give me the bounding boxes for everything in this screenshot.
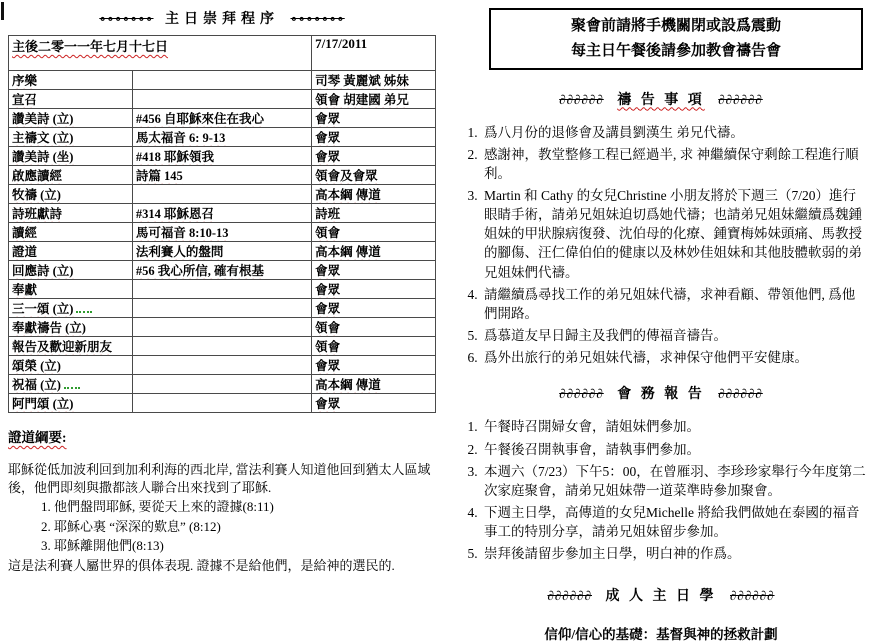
program-row — [9, 299, 436, 318]
program-cell-content — [132, 337, 311, 356]
program-table — [8, 35, 436, 413]
prayer-item: 2. 感謝神，教堂整修工程已經過半, 求 神繼續保守剩餘工程進行順利。 — [481, 145, 867, 183]
sermon-heading: 證道綱要: — [8, 430, 67, 445]
prayer-item: 1. 爲八月份的退修會及講員劉漢生 弟兄代禱。 — [481, 123, 867, 142]
program-row — [9, 280, 436, 299]
cell-text: 報告及歡迎新朋友 — [12, 340, 113, 354]
program-cell-item — [9, 242, 133, 261]
cell-text: 讚美詩 (坐) — [12, 150, 74, 164]
cell-text: 宣召 — [12, 93, 38, 107]
program-cell-content — [132, 204, 311, 223]
cell-text: #56 我心所信, 確有根基 — [135, 264, 264, 278]
cell-text: 詩班獻詩 — [12, 207, 63, 221]
cell-text: 詩篇 145 — [135, 169, 183, 183]
chain-decoration-left: ∘∘∘∘∘∘∘ — [99, 11, 154, 26]
sermon-point: 3. 耶穌離開他們(8:13) — [54, 537, 436, 555]
notice-line-2: 每主日午餐後請參加教會禱告會 — [570, 42, 781, 59]
program-cell-by — [312, 109, 436, 128]
cell-text: 讚美詩 (立) — [12, 112, 74, 126]
program-cell-by — [312, 90, 436, 109]
program-cell-item — [9, 280, 133, 299]
program-row — [9, 109, 436, 128]
program-cell-content — [132, 109, 311, 128]
program-cell-by — [312, 375, 436, 394]
prayer-item: 4. 請繼續爲尋找工作的弟兄姐妹代禱，求神看顧、帶領他們, 爲他們開路。 — [481, 285, 867, 323]
prayer-item: 6. 爲外出旅行的弟兄姐妹代禱，求神保守他們平安健康。 — [481, 348, 867, 367]
program-row — [9, 242, 436, 261]
cell-text: 高本綱 傳道 — [315, 378, 381, 392]
program-cell-by — [312, 204, 436, 223]
program-cell-by — [312, 242, 436, 261]
cell-text: 回應詩 (立) — [12, 264, 74, 278]
program-cell-by — [312, 299, 436, 318]
cell-text: 序樂 — [12, 74, 38, 88]
cell-text: 牧禱 (立) — [12, 188, 61, 202]
program-cell-content — [132, 356, 311, 375]
program-cell-by — [312, 280, 436, 299]
program-row — [9, 375, 436, 394]
sermon-outline — [8, 429, 436, 575]
program-cell-item — [9, 337, 133, 356]
report-item: 5. 崇拜後請留步參加主日學，明白神的作爲。 — [481, 544, 867, 563]
program-row — [9, 185, 436, 204]
swirl-decoration-right: ∂∂∂∂∂∂ — [718, 91, 763, 107]
sunday-school-topic: 信仰/信心的基礎：基督與神的拯救計劃 — [544, 627, 778, 643]
program-cell-item — [9, 318, 133, 337]
program-row — [9, 90, 436, 109]
cell-text: 會眾 — [315, 397, 341, 411]
cell-text: #314 耶穌恩召 — [135, 207, 214, 221]
grammar-check-mark — [64, 382, 80, 389]
date-en-text: 7/17/2011 — [315, 36, 368, 51]
swirl-decoration-left: ∂∂∂∂∂∂ — [559, 91, 604, 107]
program-cell-item — [9, 223, 133, 242]
report-section-title: 會 務 報 告 — [617, 387, 705, 403]
program-cell-content — [132, 128, 311, 147]
report-item: 3. 本週六（7/23）下午5：00，在曾雁羽、李珍珍家舉行今年度第二次家庭聚會，請弟兄姐妹帶一道菜準時參加聚會。 — [481, 462, 867, 500]
chain-decoration-right: ∘∘∘∘∘∘∘ — [290, 11, 345, 26]
cell-text: 領會 — [315, 226, 341, 240]
cell-text: 頌榮 (立) — [12, 359, 61, 373]
cell-text: 司琴 黃麗斌 姊妹 — [315, 74, 409, 88]
sunday-school-title: 成 人 主 日 學 — [605, 589, 717, 605]
cell-text: 主禱文 (立) — [12, 131, 74, 145]
report-section-header — [455, 383, 867, 403]
cell-text: 會眾 — [315, 150, 341, 164]
cell-text: 會眾 — [315, 359, 341, 373]
prayer-item: 5. 爲慕道友早日歸主及我們的傳福音禱告。 — [481, 326, 867, 345]
program-row — [9, 223, 436, 242]
cell-text: #456 自耶穌來住在我心 — [135, 112, 264, 126]
sermon-point: 2. 耶穌心裏 “深深的歎息” (8:12) — [54, 518, 436, 536]
prayer-item: 3. Martin 和 Cathy 的女兒Christine 小朋友將於下週三（7/20）進行眼睛手術，請弟兄姐妹迫切爲她代禱；也請弟兄姐妹繼續爲魏鍾姐妹的甲狀腺病復發、沈伯母的化療、鍾寶梅姊妹頭痛、馬教授的腳傷、汪仁偉伯伯的健康以及林妙佳姐妹和其他肢體軟弱的弟兄姐妹們代禱。 — [481, 186, 867, 282]
text-cursor-artifact — [1, 2, 4, 20]
program-cell-item — [9, 90, 133, 109]
report-item: 4. 下週主日學，高傳道的女兒Michelle 將給我們做她在泰國的福音事工的特別分享，請弟兄姐妹留步參加。 — [481, 503, 867, 541]
program-cell-by — [312, 337, 436, 356]
program-cell-by — [312, 318, 436, 337]
cell-text: 讀經 — [12, 226, 38, 240]
cell-text: 三一頌 (立) — [12, 302, 74, 316]
cell-text: 會眾 — [315, 302, 341, 316]
program-cell-item — [9, 109, 133, 128]
sermon-conclusion: 這是法利賽人屬世界的俱体表現. 證據不是給他們，是給神的選民的. — [8, 557, 395, 573]
program-cell-by — [312, 147, 436, 166]
program-cell-content — [132, 223, 311, 242]
program-cell-item — [9, 71, 133, 90]
program-row — [9, 261, 436, 280]
program-cell-by — [312, 223, 436, 242]
swirl-decoration-right: ∂∂∂∂∂∂ — [730, 588, 775, 604]
program-cell-by — [312, 128, 436, 147]
program-cell-item — [9, 299, 133, 318]
program-cell-item — [9, 375, 133, 394]
program-cell-item — [9, 185, 133, 204]
report-item: 1. 午餐時召開婦女會，請姐妹們參加。 — [481, 417, 867, 436]
swirl-decoration-left: ∂∂∂∂∂∂ — [559, 386, 604, 402]
cell-text: 高本綱 傳道 — [315, 245, 381, 259]
program-cell-item — [9, 394, 133, 413]
program-date-row — [9, 36, 436, 71]
cell-text: 領會 — [315, 321, 341, 335]
program-cell-content — [132, 280, 311, 299]
program-cell-by — [312, 356, 436, 375]
program-rows — [9, 71, 436, 413]
program-date-en — [312, 36, 436, 71]
cell-text: #418 耶穌領我 — [135, 150, 214, 164]
program-row — [9, 71, 436, 90]
cell-text: 證道 — [12, 245, 38, 259]
cell-text: 阿門頌 (立) — [12, 397, 74, 411]
swirl-decoration-right: ∂∂∂∂∂∂ — [718, 386, 763, 402]
program-cell-item — [9, 356, 133, 375]
program-cell-content — [132, 318, 311, 337]
program-row — [9, 394, 436, 413]
program-cell-by — [312, 261, 436, 280]
program-cell-item — [9, 166, 133, 185]
prayer-list — [455, 123, 867, 368]
program-cell-item — [9, 204, 133, 223]
program-row — [9, 128, 436, 147]
date-cn-text: 主後二零一一年七月十七日 — [12, 39, 169, 54]
program-date-cn — [9, 36, 312, 71]
program-cell-item — [9, 147, 133, 166]
program-row — [9, 318, 436, 337]
prayer-section-header — [455, 89, 867, 109]
cell-text: 祝福 (立) — [12, 378, 61, 392]
program-title — [8, 8, 436, 28]
sermon-points — [8, 498, 436, 555]
program-row — [9, 147, 436, 166]
cell-text: 領會 胡建國 弟兄 — [315, 93, 409, 107]
notice-box — [489, 8, 863, 70]
grammar-check-mark — [76, 306, 92, 313]
program-cell-by — [312, 394, 436, 413]
program-cell-by — [312, 71, 436, 90]
program-cell-item — [9, 128, 133, 147]
cell-text: 領會 — [315, 340, 341, 354]
cell-text: 高本綱 傳道 — [315, 188, 381, 202]
sunday-school-header — [455, 585, 867, 605]
worship-program-column — [8, 6, 436, 575]
cell-text: 馬可福音 8:10-13 — [135, 226, 229, 240]
cell-text: 領會及會眾 — [315, 169, 378, 183]
program-row — [9, 356, 436, 375]
cell-text: 奉獻 — [12, 283, 38, 297]
cell-text: 會眾 — [315, 283, 341, 297]
cell-text: 會眾 — [315, 131, 341, 145]
program-cell-content — [132, 166, 311, 185]
cell-text: 啟應讀經 — [12, 169, 63, 183]
cell-text: 奉獻禱告 (立) — [12, 321, 86, 335]
program-row — [9, 166, 436, 185]
program-row — [9, 337, 436, 356]
cell-text: 會眾 — [315, 264, 341, 278]
program-cell-by — [312, 185, 436, 204]
cell-text: 會眾 — [315, 112, 341, 126]
sermon-intro: 耶穌從低加波利回到加利利海的西北岸, 當法利賽人知道他回到猶太人區域後，他們即刻與撒都該人聯合出來找到了耶穌. — [8, 462, 431, 495]
report-list — [455, 417, 867, 563]
notice-line-1: 聚會前請將手機關閉或設爲震動 — [570, 18, 781, 34]
cell-text: 法利賽人的盤問 — [135, 245, 224, 259]
swirl-decoration-left: ∂∂∂∂∂∂ — [547, 588, 592, 604]
report-item: 2. 午餐後召開執事會，請執事們參加。 — [481, 440, 867, 459]
program-cell-content — [132, 90, 311, 109]
program-cell-content — [132, 242, 311, 261]
program-cell-content — [132, 394, 311, 413]
program-cell-content — [132, 299, 311, 318]
program-cell-content — [132, 147, 311, 166]
announcements-column — [455, 6, 867, 643]
program-cell-content — [132, 261, 311, 280]
cell-text: 詩班 — [315, 207, 341, 221]
program-cell-content — [132, 185, 311, 204]
sermon-point: 1. 他們盤問耶穌, 要從天上來的證據(8:11) — [54, 498, 436, 516]
program-cell-item — [9, 261, 133, 280]
prayer-section-title: 禱 告 事 項 — [617, 92, 705, 108]
program-row — [9, 204, 436, 223]
cell-text: 馬太福音 6: 9-13 — [135, 131, 226, 145]
program-title-text: 主日崇拜程序 — [165, 12, 279, 27]
program-cell-content — [132, 71, 311, 90]
program-cell-by — [312, 166, 436, 185]
program-cell-content — [132, 375, 311, 394]
